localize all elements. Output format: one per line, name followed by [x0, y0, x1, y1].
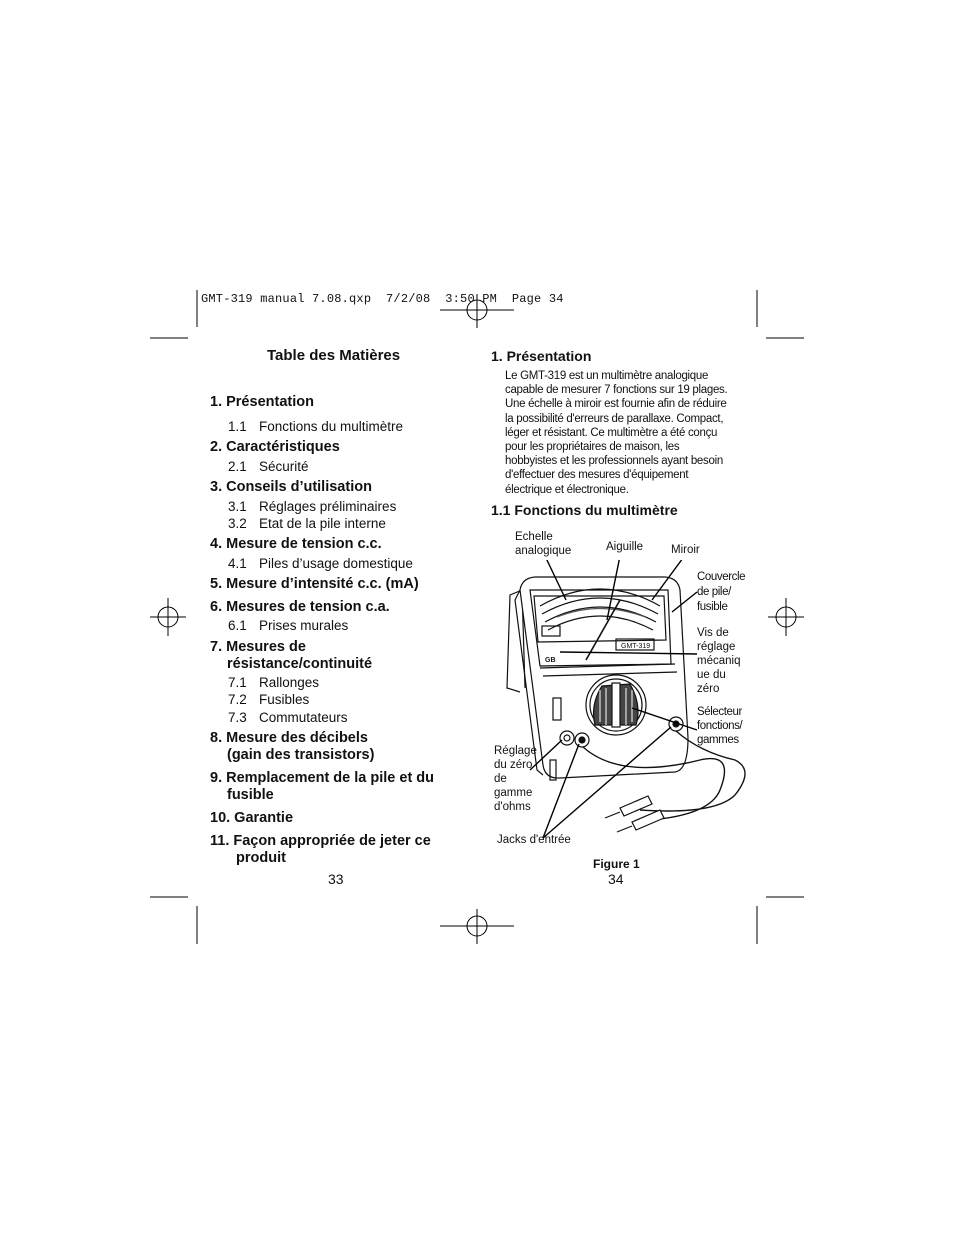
- toc-heading-6[interactable]: 6. Mesures de tension c.a.: [210, 599, 390, 615]
- toc-sub-num: 4.1: [228, 556, 247, 571]
- toc-sub-text: Etat de la pile interne: [259, 516, 386, 531]
- toc-heading-line: (gain des transistors): [227, 747, 375, 763]
- toc-sub-6-1[interactable]: [228, 617, 348, 634]
- label-aiguille: Aiguille: [606, 541, 644, 553]
- section-heading: 1. Présentation: [491, 348, 592, 364]
- toc-sub-7-1[interactable]: [228, 674, 319, 691]
- toc-sub-num: 3.1: [228, 499, 247, 514]
- toc-sub-num: 1.1: [228, 419, 247, 434]
- toc-heading-line: 11. Façon appropriée de jeter ce: [210, 833, 431, 849]
- toc-sub-text: Fusibles: [259, 692, 310, 707]
- toc-sub-text: Rallonges: [259, 675, 320, 690]
- toc-sub-4-1[interactable]: [228, 555, 413, 572]
- toc-heading-2[interactable]: 2. Caractéristiques: [210, 439, 340, 455]
- toc-sub-num: 6.1: [228, 618, 247, 633]
- toc-heading-line: 8. Mesure des décibels: [210, 730, 368, 746]
- label-selecteur: Sélecteur fonctions/ gammes: [697, 706, 743, 746]
- paragraph-line: la possibilité d'erreurs de parallaxe. Compact,: [505, 412, 724, 425]
- toc-heading-11[interactable]: [210, 833, 431, 867]
- subsection-heading: 1.1 Fonctions du multimètre: [491, 502, 678, 518]
- multimeter-illustration: [490, 560, 750, 850]
- paragraph-line: capable de mesurer 7 fonctions sur 19 plages.: [505, 384, 728, 397]
- toc-sub-text: Réglages préliminaires: [259, 499, 397, 514]
- toc-title: Table des Matières: [267, 347, 401, 364]
- toc-sub-text: Sécurité: [259, 459, 309, 474]
- toc-sub-3-2[interactable]: [228, 515, 386, 532]
- toc-heading-4[interactable]: 4. Mesure de tension c.c.: [210, 536, 382, 552]
- file-slug: GMT-319 manual 7.08.qxp 7/2/08 3:50 PM Page 34: [201, 292, 564, 306]
- toc-sub-7-3[interactable]: [228, 709, 348, 726]
- toc-sub-7-2[interactable]: [228, 691, 309, 708]
- device-model-text: GMT-319: [621, 643, 651, 650]
- toc-heading-7[interactable]: [210, 639, 372, 673]
- toc-sub-text: Piles d’usage domestique: [259, 556, 413, 571]
- toc-sub-num: 3.2: [228, 516, 247, 531]
- toc-sub-text: Fonctions du multimètre: [259, 419, 404, 434]
- toc-heading-10[interactable]: 10. Garantie: [210, 810, 294, 826]
- paragraph-line: électrique et électronique.: [505, 483, 629, 496]
- paragraph-line: Une échelle à miroir est fournie afin de réduire: [505, 398, 727, 411]
- label-vis: Vis de réglage mécaniq ue du zéro: [697, 627, 741, 695]
- toc-heading-line: 7. Mesures de: [210, 639, 306, 655]
- toc-heading-line: produit: [236, 850, 286, 866]
- page-number-left: 33: [328, 871, 344, 887]
- toc-heading-line: fusible: [227, 787, 274, 803]
- toc-sub-2-1[interactable]: [228, 458, 309, 475]
- toc-sub-text: Prises murales: [259, 618, 349, 633]
- toc-sub-num: 2.1: [228, 459, 247, 474]
- label-reglage: Réglage du zéro de gamme d'ohms: [494, 745, 537, 813]
- toc-sub-1-1[interactable]: [228, 418, 403, 435]
- paragraph-line: d'effectuer des mesures d'équipement: [505, 469, 689, 482]
- figure-caption: Figure 1: [593, 857, 640, 871]
- paragraph-line: hobbyistes et les professionnels ayant besoin: [505, 455, 723, 468]
- toc-heading-line: résistance/continuité: [227, 656, 373, 672]
- toc-sub-num: 7.1: [228, 675, 247, 690]
- toc-sub-num: 7.3: [228, 710, 247, 725]
- page-number-right: 34: [608, 871, 624, 887]
- toc-sub-num: 7.2: [228, 692, 247, 707]
- toc-heading-3[interactable]: 3. Conseils d’utilisation: [210, 479, 372, 495]
- intro-paragraph: [505, 369, 745, 497]
- toc-heading-9[interactable]: [210, 770, 434, 804]
- label-echelle: Echelle analogique: [515, 531, 572, 557]
- device-brand-text: GB: [545, 657, 556, 664]
- paragraph-line: Le GMT-319 est un multimètre analogique: [505, 370, 709, 382]
- label-jacks: Jacks d'entrée: [497, 834, 571, 846]
- toc-sub-text: Commutateurs: [259, 710, 348, 725]
- toc-sub-3-1[interactable]: [228, 498, 396, 515]
- toc-heading-1[interactable]: 1. Présentation: [210, 394, 314, 410]
- toc-heading-5[interactable]: 5. Mesure d’intensité c.c. (mA): [210, 576, 419, 592]
- label-couvercle: Couvercle de pile/ fusible: [697, 571, 746, 613]
- toc-heading-8[interactable]: [210, 730, 374, 764]
- label-miroir: Miroir: [671, 544, 700, 556]
- toc-heading-line: 9. Remplacement de la pile et du: [210, 770, 435, 786]
- paragraph-line: pour les propriétaires de maison, les: [505, 441, 680, 454]
- paragraph-line: léger et résistant. Ce multimètre a été conçu: [505, 426, 718, 439]
